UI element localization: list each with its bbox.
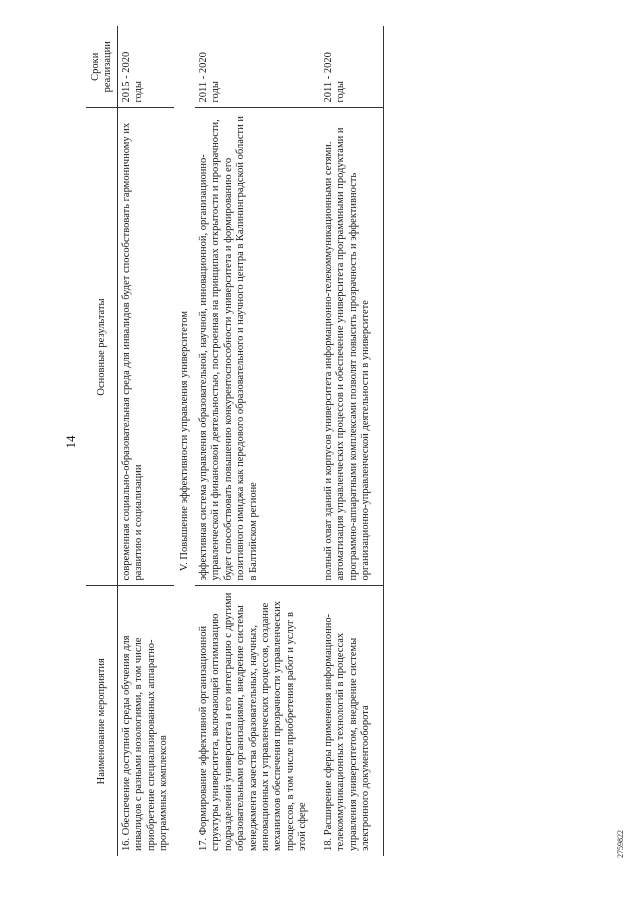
header-period [86,26,118,108]
row16-period: 2015 - 2020 годы [118,26,174,108]
row17-measure: 17. Формирование эффективной организационной структуры университета, включающей оптимизацию подразделений университета и его интеграцию с другими образовательными организациями, внедрение системы менеджмента качества образовательных, научных, инновационных и управленческих процессов, создание механизмов обеспечения прозрачности управленческих процессов, в том числе приобретения работ и услуг в этой сфере [198,592,309,851]
header-results: Основные результаты [86,108,118,586]
table-header-row [86,26,118,856]
section-heading-row [174,26,195,856]
row16-results: современная социально-образовательная среда для инвалидов будет способствовать гармоничному их развитию и социализации [118,108,174,586]
section-heading: V. Повышение эффективности управления университетом [178,310,190,572]
page-number: 14 [63,435,78,449]
table-bottom-rule [375,26,384,856]
row17-results: эффективная система управления образовательной, научной, инновационной, организационно-управленческой и финансовой деятельностью, построенная на принципах открытости и прозрачности, будет способствовать повышению конкурентоспособности университета и формированию его позитивного имиджа как передового образовательного и научного центра в Калининградской области и в Балтийском регионе [195,108,313,586]
measures-table [86,26,384,856]
table-row [313,26,376,856]
table-row [195,26,313,856]
table-row [118,26,174,856]
header-period-line1: Сроки [90,52,101,81]
row18-results: полный охват зданий и корпусов университета информационно-телекоммуникационными сетями. автоматизация управленческих процессов и обеспечение университета программными продуктами и программно-аппаратными комплексами позволят повысить прозрачность и эффективность организационно-управленческой деятельности в университете [313,108,376,586]
header-period-line2: реализации [102,41,113,93]
row16-measure: 16. Обеспечение доступной среды обучения для инвалидов с разными нозологиями, в том числе приобретение специализированных аппаратно-программных комплексов [121,635,170,851]
header-measure: Наименование мероприятия [86,586,118,856]
row18-measure: 18. Расширение сферы применения информационно-телекоммуникационных технологий в процессах управления университетом, внедрение системы электронного документооборота [322,613,371,851]
rotated-page [58,22,633,862]
document-code: 2759822 [616,830,625,858]
row18-period: 2011 - 2020 годы [313,26,376,108]
row17-period: 2011 - 2020 годы [195,26,313,108]
